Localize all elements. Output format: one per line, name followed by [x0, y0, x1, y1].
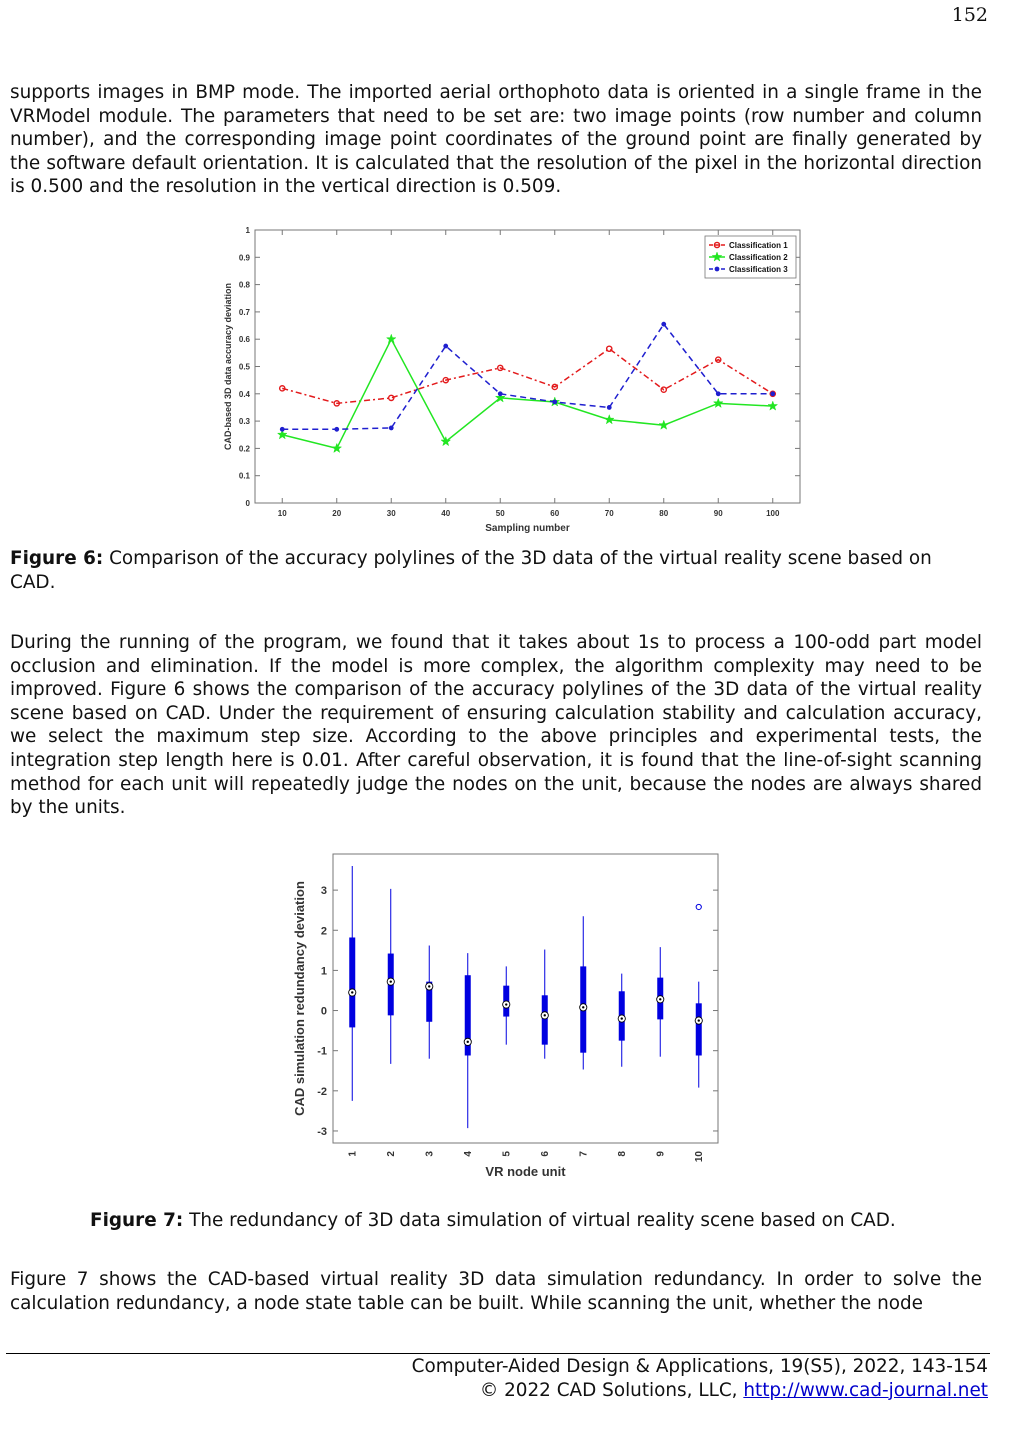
y-tick-label: 0.4: [238, 389, 250, 399]
paragraph-3: Figure 7 shows the CAD-based virtual reality 3D data simulation redundancy. In order to solve the calculation redundancy, a node state table can be built. While scanning the unit, whether the node: [10, 1269, 982, 1314]
x-tick-label: 6: [539, 1151, 551, 1157]
paragraph-1: supports images in BMP mode. The imported aerial orthophoto data is oriented in a single frame in the VRModel module. The parameters that need to be set are: two image points (row number and column number), and the corresponding image point coordinates of the ground point are finally generated by the software default orientation. It is calculated that the resolution of the pixel in the horizontal direction is 0.500 and the resolution in the vertical direction is 0.509.: [10, 82, 982, 198]
footer-journal: Computer-Aided Design & Applications, 19(S5), 2022, 143-154: [411, 1356, 988, 1377]
footer-rule: [6, 1353, 990, 1354]
y-tick-label: 0.3: [238, 417, 250, 427]
figure-6-label: Figure 6:: [10, 548, 104, 569]
y-tick-label: 0.9: [238, 253, 250, 263]
y-tick-label: 1: [245, 226, 250, 235]
x-tick-label: 70: [604, 509, 614, 518]
x-tick-label: 100: [766, 509, 780, 518]
y-tick-label: 2: [320, 925, 327, 938]
box-body: [542, 995, 548, 1044]
legend-label: Classification 2: [729, 253, 788, 262]
legend-label: Classification 3: [729, 265, 788, 274]
journal-link[interactable]: http://www.cad-journal.net: [743, 1379, 988, 1401]
y-tick-label: -1: [317, 1045, 327, 1058]
data-point: [443, 344, 448, 349]
legend-label: Classification 1: [729, 241, 788, 250]
data-point: [770, 391, 775, 396]
data-point: [280, 427, 285, 432]
x-tick-label: 7: [578, 1151, 590, 1157]
data-point: [389, 426, 394, 431]
y-tick-label: 0.6: [238, 335, 250, 345]
x-tick-label: 50: [495, 509, 505, 518]
x-tick-label: 80: [659, 509, 669, 518]
y-tick-label: 0.7: [238, 307, 250, 317]
median-dot: [505, 1003, 507, 1005]
median-dot: [544, 1014, 546, 1016]
y-tick-label: 0.2: [238, 444, 250, 454]
x-axis-label: Sampling number: [485, 523, 570, 534]
y-axis-label: CAD simulation redundancy deviation: [292, 881, 307, 1116]
x-tick-label: 9: [655, 1151, 667, 1157]
legend-marker: [715, 267, 720, 272]
footer-copyright: © 2022 CAD Solutions, LLC,: [479, 1379, 744, 1401]
legend: [705, 236, 796, 278]
box-body: [696, 1003, 702, 1055]
figure-6-caption: [10, 547, 982, 594]
y-tick-label: 0.1: [238, 471, 250, 481]
x-tick-label: 20: [332, 509, 342, 518]
x-tick-label: 40: [441, 509, 451, 518]
y-tick-label: -2: [317, 1085, 327, 1098]
y-tick-label: 0: [245, 499, 250, 508]
median-dot: [698, 1019, 700, 1021]
x-tick-label: 5: [501, 1151, 513, 1157]
figure-6-line-chart: [215, 222, 815, 540]
data-point: [552, 400, 557, 405]
x-tick-label: 2: [385, 1151, 397, 1157]
median-dot: [428, 985, 430, 987]
median-dot: [621, 1017, 623, 1019]
figure-7-caption-text: The redundancy of 3D data simulation of virtual reality scene based on CAD.: [183, 1210, 896, 1231]
x-tick-label: 60: [550, 509, 560, 518]
figure-6-caption-text: Comparison of the accuracy polylines of the 3D data of the virtual reality scene based on CAD.: [10, 548, 932, 593]
data-point: [661, 322, 666, 327]
y-tick-label: -3: [317, 1125, 327, 1138]
data-point: [498, 391, 503, 396]
page-number: 152: [951, 4, 988, 26]
x-tick-label: 30: [386, 509, 396, 518]
data-point: [716, 391, 721, 396]
x-tick-label: 8: [616, 1151, 628, 1157]
x-tick-label: 10: [277, 509, 287, 518]
y-tick-label: 0: [320, 1005, 327, 1018]
figure-7-caption: [90, 1209, 990, 1233]
box-body: [349, 937, 355, 1027]
y-tick-label: 3: [320, 885, 327, 898]
x-tick-label: 1: [347, 1151, 359, 1157]
footer: [412, 1355, 988, 1402]
x-tick-label: 3: [424, 1151, 436, 1157]
median-dot: [351, 991, 353, 993]
median-dot: [582, 1006, 584, 1008]
y-tick-label: 0.5: [238, 362, 250, 372]
figure-7-label: Figure 7:: [90, 1210, 184, 1231]
median-dot: [467, 1041, 469, 1043]
x-tick-label: 4: [462, 1151, 474, 1157]
y-axis-label: CAD-based 3D data accuracy deviation: [223, 282, 233, 451]
y-tick-label: 0.8: [238, 280, 250, 290]
data-point: [607, 405, 612, 410]
data-point: [334, 427, 339, 432]
footer-copyright-line: [412, 1379, 988, 1403]
y-tick-label: 1: [320, 965, 327, 978]
figure-7-box-plot: [285, 848, 730, 1183]
x-axis-label: VR node unit: [485, 1164, 566, 1179]
median-dot: [659, 998, 661, 1000]
median-dot: [390, 980, 392, 982]
x-tick-label: 10: [693, 1151, 705, 1163]
x-tick-label: 90: [713, 509, 723, 518]
paragraph-2: During the running of the program, we found that it takes about 1s to process a 100-odd part model occlusion and elimination. If the model is more complex, the algorithm complexity may need to be improved. Figure 6 shows the comparison of the accuracy polylines of the 3D data of the virtual reality scene based on CAD. Under the requirement of ensuring calculation stability and calculation accuracy, we select the maximum step size. According to the above principles and experimental tests, the integration step length here is 0.01. After careful observation, it is found that the line-of-sight scanning method for each unit will repeatedly judge the nodes on the unit, because the nodes are always shared by the units.: [10, 632, 982, 819]
